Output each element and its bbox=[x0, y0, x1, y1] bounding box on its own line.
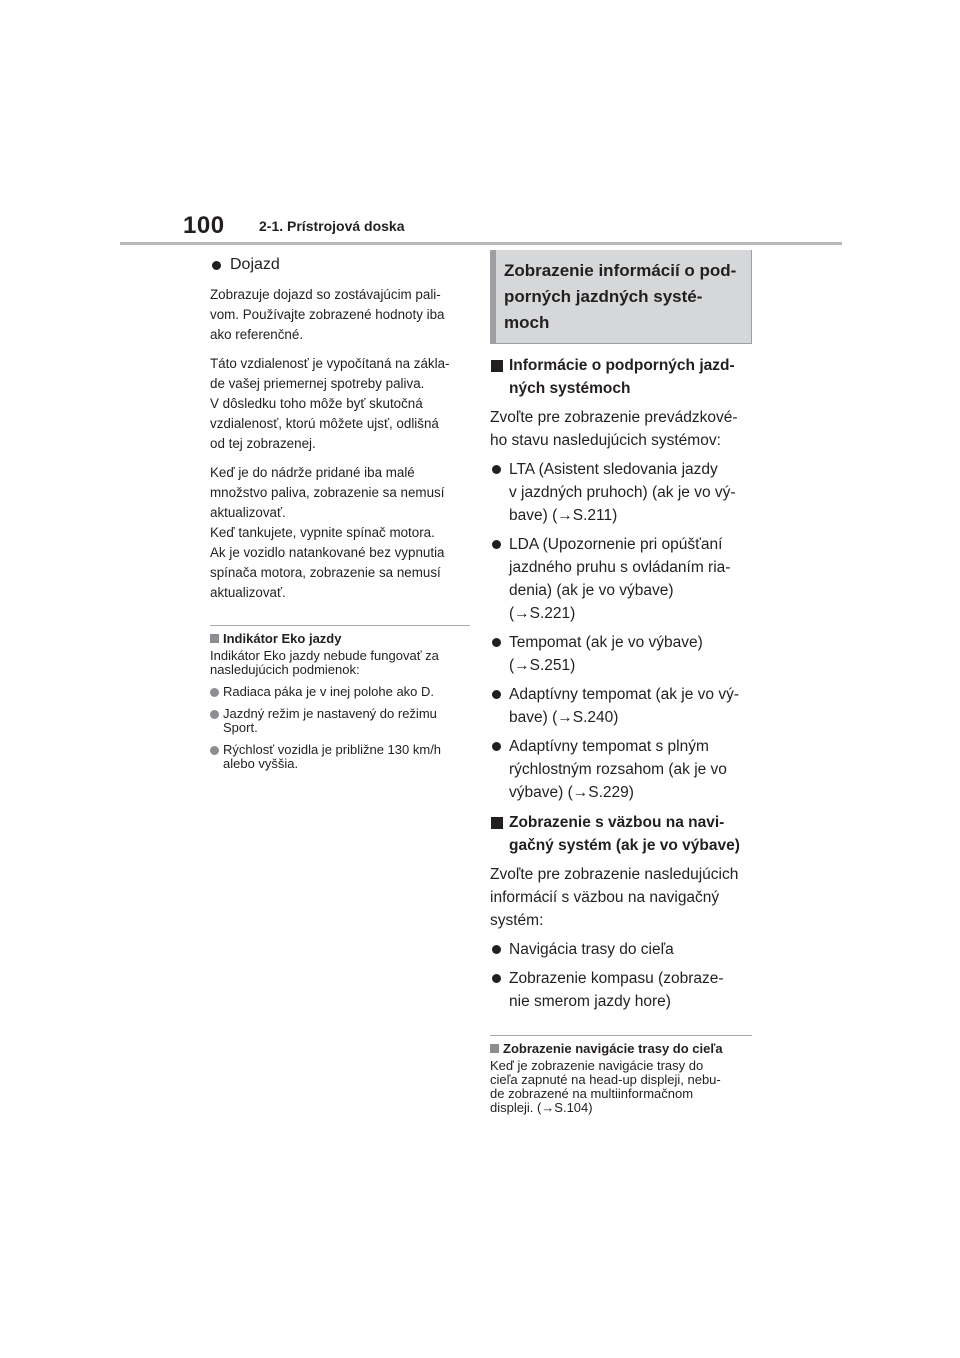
section-title-box bbox=[490, 250, 752, 344]
text-line: systém: bbox=[490, 912, 544, 929]
text-line: Táto vzdialenosť je vypočítaná na zákla- bbox=[210, 356, 450, 371]
text-line: Adaptívny tempomat (ak je vo vý- bbox=[509, 686, 740, 703]
square-icon bbox=[490, 1044, 499, 1053]
page-header bbox=[0, 0, 960, 250]
text-line: (→S.251) bbox=[509, 657, 576, 674]
right-column bbox=[490, 250, 752, 1115]
text-line: de zobrazené na multiinformačnom bbox=[490, 1086, 694, 1101]
text-line: LDA (Upozornenie pri opúšťaní bbox=[509, 536, 723, 553]
text-line: výbave) (→S.229) bbox=[509, 784, 634, 801]
system-bullet-lda bbox=[490, 533, 752, 625]
navigation-bullet-compass bbox=[490, 967, 752, 1013]
text-line: cieľa zapnuté na head-up displeji, nebu- bbox=[490, 1072, 721, 1087]
note-divider bbox=[490, 1035, 752, 1036]
eco-note-bullet bbox=[210, 743, 470, 771]
text-line: alebo vyššia. bbox=[223, 756, 299, 771]
range-heading: Dojazd bbox=[210, 254, 470, 276]
text-line: Zvoľte pre zobrazenie nasledujúcich bbox=[490, 866, 739, 883]
text-line: jazdného pruhu s ovládaním ria- bbox=[509, 559, 731, 576]
text-line: Radiaca páka je v inej polohe ako D. bbox=[223, 684, 435, 699]
text-line: LTA (Asistent sledovania jazdy bbox=[509, 461, 718, 478]
route-note-title bbox=[490, 1041, 752, 1057]
eco-note-bullet bbox=[210, 707, 470, 735]
text-line: Zvoľte pre zobrazenie prevádzkové- bbox=[490, 409, 738, 426]
route-note-text bbox=[490, 1059, 752, 1115]
text-line: bave) (→S.211) bbox=[509, 507, 618, 524]
range-paragraph-1 bbox=[210, 285, 470, 345]
text-line: Keď tankujete, vypnite spínač motora. bbox=[210, 525, 435, 540]
text-line: aktualizovať. bbox=[210, 505, 286, 520]
system-bullet-acc bbox=[490, 683, 752, 729]
navigation-heading bbox=[490, 811, 752, 857]
text-line: Rýchlosť vozidla je približne 130 km/h bbox=[223, 742, 442, 757]
text-line: ných systémoch bbox=[509, 380, 631, 397]
square-icon bbox=[210, 634, 219, 643]
text-line: displeji. (→S.104) bbox=[490, 1100, 593, 1115]
support-systems-heading bbox=[490, 354, 752, 400]
text-line: ho stavu nasledujúcich systémov: bbox=[490, 432, 721, 449]
text-line: (→S.221) bbox=[509, 605, 576, 622]
text-line: Keď je zobrazenie navigácie trasy do bbox=[490, 1058, 704, 1073]
text-line: bave) (→S.240) bbox=[509, 709, 619, 726]
text-line: aktualizovať. bbox=[210, 585, 286, 600]
system-bullet-lta bbox=[490, 458, 752, 527]
text-line: od tej zobrazenej. bbox=[210, 436, 316, 451]
text-line: Sport. bbox=[223, 720, 258, 735]
eco-note-bullet bbox=[210, 685, 470, 699]
section-title: 2-1. Prístrojová doska bbox=[259, 218, 405, 234]
text-line: Adaptívny tempomat s plným bbox=[509, 738, 709, 755]
text-line: spínača motora, zobrazenie sa nemusí bbox=[210, 565, 441, 580]
note-divider bbox=[210, 625, 470, 626]
navigation-intro bbox=[490, 863, 752, 932]
text-line: rýchlostným rozsahom (ak je vo bbox=[509, 761, 727, 778]
eco-note-intro bbox=[210, 649, 470, 677]
system-bullet-cruise bbox=[490, 631, 752, 677]
text-line: denia) (ak je vo výbave) bbox=[509, 582, 674, 599]
text-line: V dôsledku toho môže byť skutočná bbox=[210, 396, 423, 411]
text-line: porných jazdných systé- bbox=[504, 287, 703, 306]
eco-note-title-text: Indikátor Eko jazdy bbox=[223, 631, 342, 646]
range-paragraph-3 bbox=[210, 463, 470, 603]
route-note-title-text: Zobrazenie navigácie trasy do cieľa bbox=[503, 1041, 723, 1056]
text-line: Tempomat (ak je vo výbave) bbox=[509, 634, 703, 651]
text-line: v jazdných pruhoch) (ak je vo vý- bbox=[509, 484, 736, 501]
text-line: Ak je vozidlo natankované bez vypnutia bbox=[210, 545, 445, 560]
text-line: vzdialenosť, ktorú môžete ujsť, odlišná bbox=[210, 416, 439, 431]
text-line: moch bbox=[504, 313, 550, 332]
text-line: Indikátor Eko jazdy nebude fungovať za bbox=[210, 648, 439, 663]
support-systems-intro bbox=[490, 406, 752, 452]
text-line: gačný systém (ak je vo výbave) bbox=[509, 837, 740, 854]
page-number: 100 bbox=[183, 212, 225, 239]
text-line: Zobrazenie kompasu (zobraze- bbox=[509, 970, 724, 987]
text-line: Informácie o podporných jazd- bbox=[509, 357, 735, 374]
text-line: nasledujúcich podmienok: bbox=[210, 662, 360, 677]
text-line: Navigácia trasy do cieľa bbox=[509, 941, 674, 958]
eco-note-title bbox=[210, 631, 470, 647]
text-line: nie smerom jazdy hore) bbox=[509, 993, 671, 1010]
text-line: Zobrazenie s väzbou na navi- bbox=[509, 814, 725, 831]
text-line: Zobrazuje dojazd so zostávajúcim pali- bbox=[210, 287, 441, 302]
text-line: množstvo paliva, zobrazenie sa nemusí bbox=[210, 485, 445, 500]
navigation-bullet-route bbox=[490, 938, 752, 961]
left-column bbox=[210, 250, 470, 771]
text-line: vom. Používajte zobrazené hodnoty iba bbox=[210, 307, 445, 322]
system-bullet-full-range-acc bbox=[490, 735, 752, 804]
text-line: ako referenčné. bbox=[210, 327, 304, 342]
range-paragraph-2 bbox=[210, 354, 470, 454]
header-divider bbox=[120, 242, 842, 245]
text-line: de vašej priemernej spotreby paliva. bbox=[210, 376, 425, 391]
text-line: Keď je do nádrže pridané iba malé bbox=[210, 465, 415, 480]
text-line: informácií s väzbou na navigačný bbox=[490, 889, 720, 906]
text-line: Jazdný režim je nastavený do režimu bbox=[223, 706, 437, 721]
text-line: Zobrazenie informácií o pod- bbox=[504, 261, 737, 280]
